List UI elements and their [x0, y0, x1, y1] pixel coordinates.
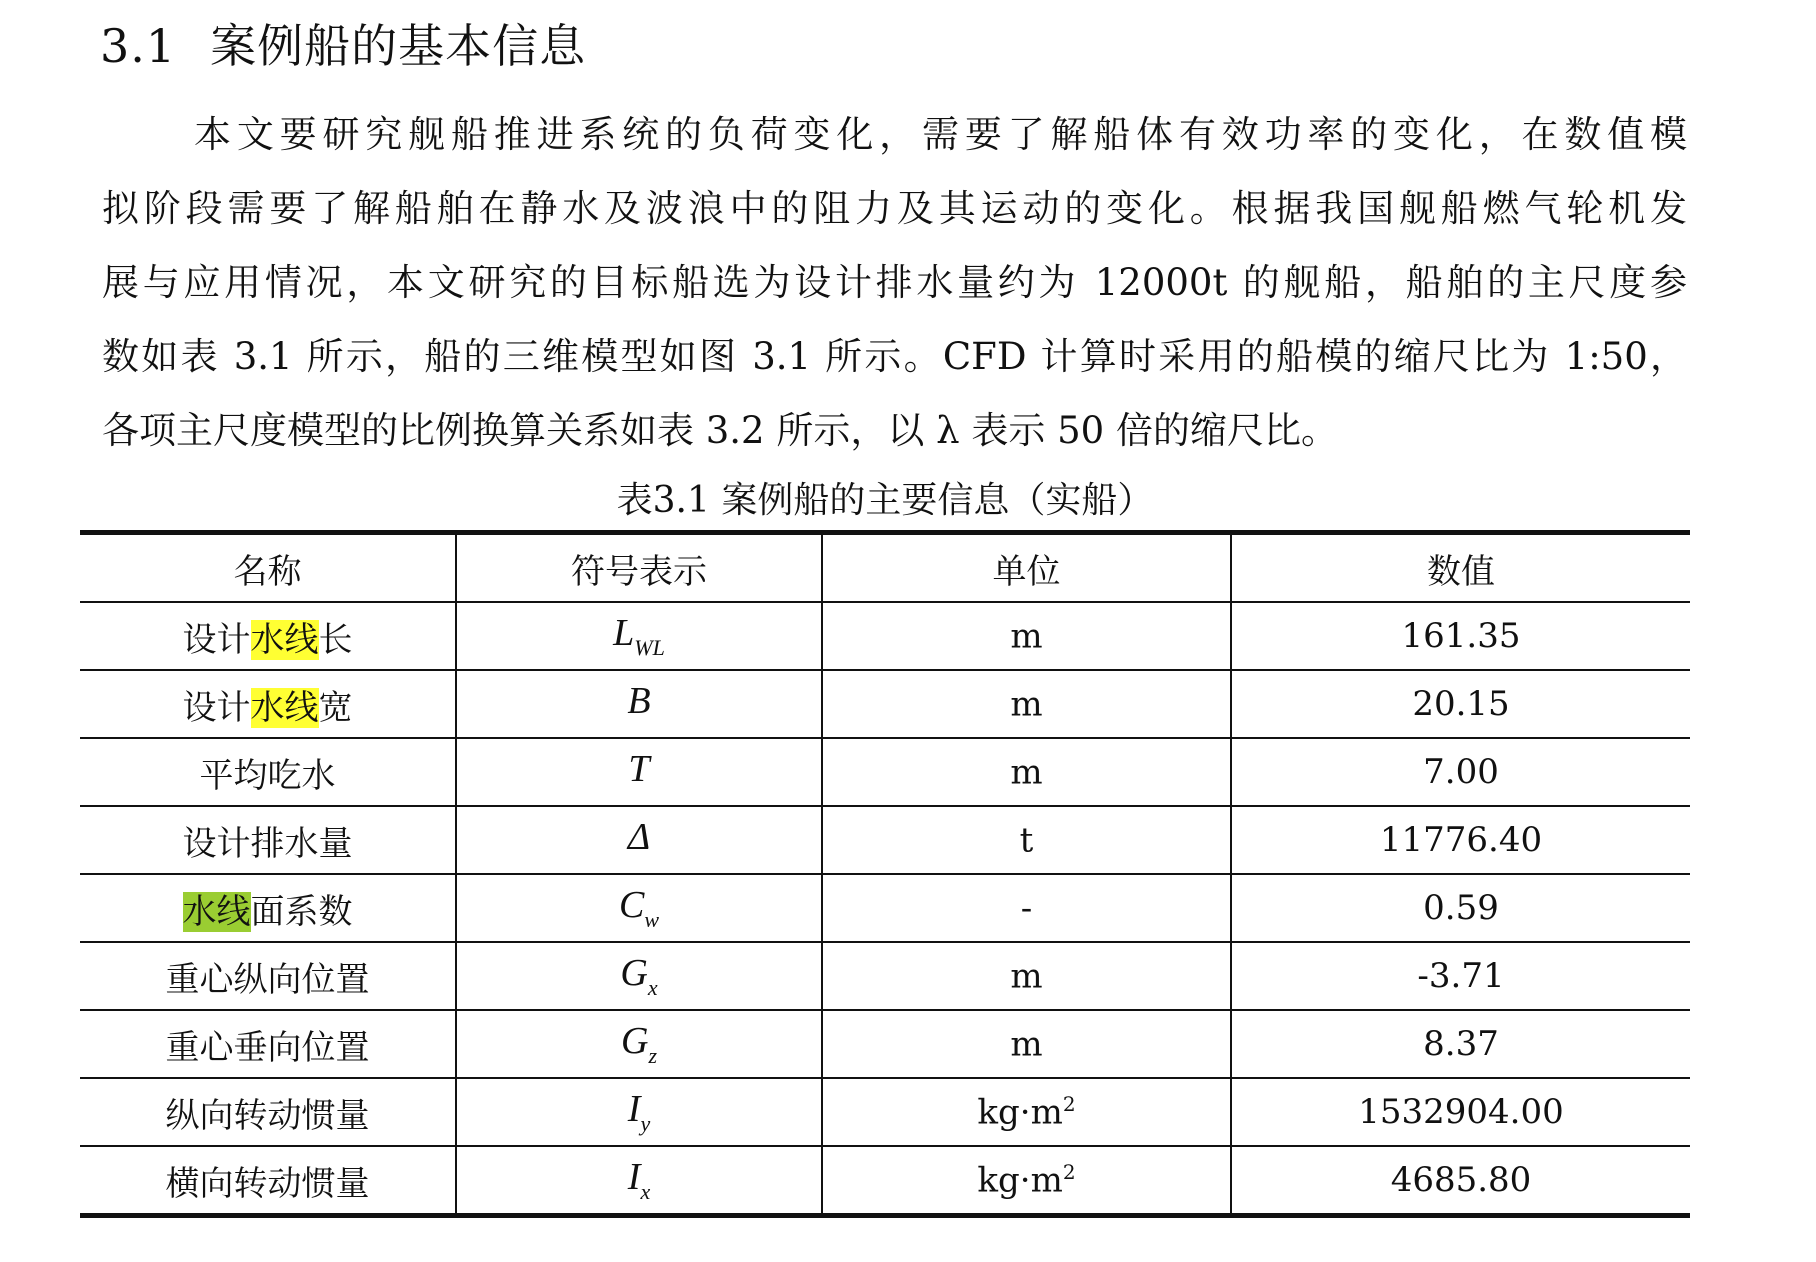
table-header-row [80, 533, 1690, 603]
symbol-subscript: w [644, 907, 660, 932]
cell-value: 8.37 [1231, 1010, 1690, 1078]
header-value: 数值 [1231, 533, 1690, 603]
symbol-letter: I [627, 1088, 641, 1130]
unit-text: - [1020, 888, 1033, 929]
paragraph-line: 数如表 3.1 所示，船的三维模型如图 3.1 所示。CFD 计算时采用的船模的缩尺比为 1:50， [102, 335, 1687, 378]
cell-value: 1532904.00 [1231, 1078, 1690, 1146]
symbol-letter: G [620, 952, 648, 994]
table-row [80, 1146, 1690, 1216]
cell-value: 4685.80 [1231, 1146, 1690, 1216]
cell-name [80, 1146, 456, 1216]
cell-name [80, 874, 456, 942]
paragraph-line: 拟阶段需要了解船舶在静水及波浪中的阻力及其运动的变化。根据我国舰船燃气轮机发 [102, 187, 1687, 230]
cell-value: 20.15 [1231, 670, 1690, 738]
table-caption: 表3.1 案例船的主要信息（实船） [616, 480, 1154, 521]
symbol-letter: Δ [627, 816, 651, 858]
unit-exponent: 2 [1062, 1159, 1076, 1184]
cell-symbol [456, 1146, 822, 1216]
cell-value: 161.35 [1231, 602, 1690, 670]
symbol-letter: B [627, 680, 651, 722]
highlight-waterline: 水线 [250, 619, 319, 660]
name-part: 设计 [182, 687, 251, 728]
unit-text: kg·m [977, 1160, 1063, 1201]
cell-name [80, 1078, 456, 1146]
unit-exponent: 2 [1062, 1091, 1076, 1116]
unit-text: t [1019, 820, 1034, 861]
table-body [80, 602, 1690, 1216]
cell-name [80, 1010, 456, 1078]
table-row [80, 806, 1690, 874]
cell-unit [822, 806, 1231, 874]
cell-symbol [456, 738, 822, 806]
body-paragraph [102, 98, 1687, 468]
section-heading [100, 10, 586, 76]
unit-text: kg·m [977, 1092, 1063, 1133]
highlight-waterline: 水线 [250, 687, 319, 728]
unit-text: m [1010, 616, 1043, 657]
cell-unit [822, 1146, 1231, 1216]
name-part: 重心纵向位置 [165, 959, 370, 1000]
cell-unit [822, 602, 1231, 670]
cell-unit [822, 1010, 1231, 1078]
symbol-subscript: z [648, 1043, 657, 1068]
paragraph-line: 展与应用情况，本文研究的目标船选为设计排水量约为 12000t 的舰船，船舶的主尺度参 [102, 261, 1687, 304]
symbol-letter: T [628, 748, 650, 790]
cell-unit [822, 874, 1231, 942]
header-name: 名称 [80, 533, 456, 603]
cell-name [80, 670, 456, 738]
symbol-subscript: y [640, 1111, 651, 1136]
symbol-letter: C [618, 884, 645, 926]
cell-value: 11776.40 [1231, 806, 1690, 874]
unit-text: m [1010, 1024, 1043, 1065]
table-row [80, 738, 1690, 806]
cell-symbol [456, 670, 822, 738]
cell-symbol [456, 1010, 822, 1078]
cell-unit [822, 942, 1231, 1010]
cell-unit [822, 670, 1231, 738]
header-unit: 单位 [822, 533, 1231, 603]
unit-text: m [1010, 752, 1043, 793]
header-symbol: 符号表示 [456, 533, 822, 603]
name-part: 设计 [182, 619, 251, 660]
highlight-waterline: 水线 [182, 891, 251, 932]
cell-value: 7.00 [1231, 738, 1690, 806]
symbol-subscript: x [647, 975, 658, 1000]
ship-info-table [80, 530, 1690, 1218]
table-row [80, 1078, 1690, 1146]
unit-text: m [1010, 684, 1043, 725]
cell-name [80, 942, 456, 1010]
cell-symbol [456, 874, 822, 942]
name-part: 横向转动惯量 [165, 1163, 370, 1204]
table-row [80, 942, 1690, 1010]
cell-symbol [456, 602, 822, 670]
cell-name [80, 738, 456, 806]
symbol-letter: G [620, 1020, 649, 1062]
symbol-letter: I [627, 1156, 641, 1198]
symbol-letter: L [613, 612, 635, 654]
cell-value: -3.71 [1231, 942, 1690, 1010]
table-row [80, 602, 1690, 670]
cell-name [80, 806, 456, 874]
cell-name [80, 602, 456, 670]
table-row [80, 874, 1690, 942]
name-part: 设计排水量 [182, 823, 353, 864]
name-part: 长 [318, 619, 353, 660]
cell-symbol [456, 1078, 822, 1146]
name-part: 重心垂向位置 [165, 1027, 370, 1068]
name-part: 平均吃水 [199, 755, 336, 796]
name-part: 面系数 [250, 891, 353, 932]
paragraph-line: 本文要研究舰船推进系统的负荷变化，需要了解船体有效功率的变化，在数值模 [194, 113, 1687, 156]
section-number: 3.1 [100, 19, 177, 73]
symbol-subscript: WL [634, 635, 665, 660]
cell-symbol [456, 806, 822, 874]
name-part: 宽 [318, 687, 353, 728]
cell-unit [822, 738, 1231, 806]
section-title: 案例船的基本信息 [210, 19, 587, 73]
symbol-subscript: x [640, 1179, 651, 1204]
table-row [80, 670, 1690, 738]
name-part: 纵向转动惯量 [165, 1095, 370, 1136]
unit-text: m [1010, 956, 1043, 997]
cell-unit [822, 1078, 1231, 1146]
cell-value: 0.59 [1231, 874, 1690, 942]
cell-symbol [456, 942, 822, 1010]
paragraph-line: 各项主尺度模型的比例换算关系如表 3.2 所示，以 λ 表示 50 倍的缩尺比。 [102, 409, 1338, 452]
table-row [80, 1010, 1690, 1078]
